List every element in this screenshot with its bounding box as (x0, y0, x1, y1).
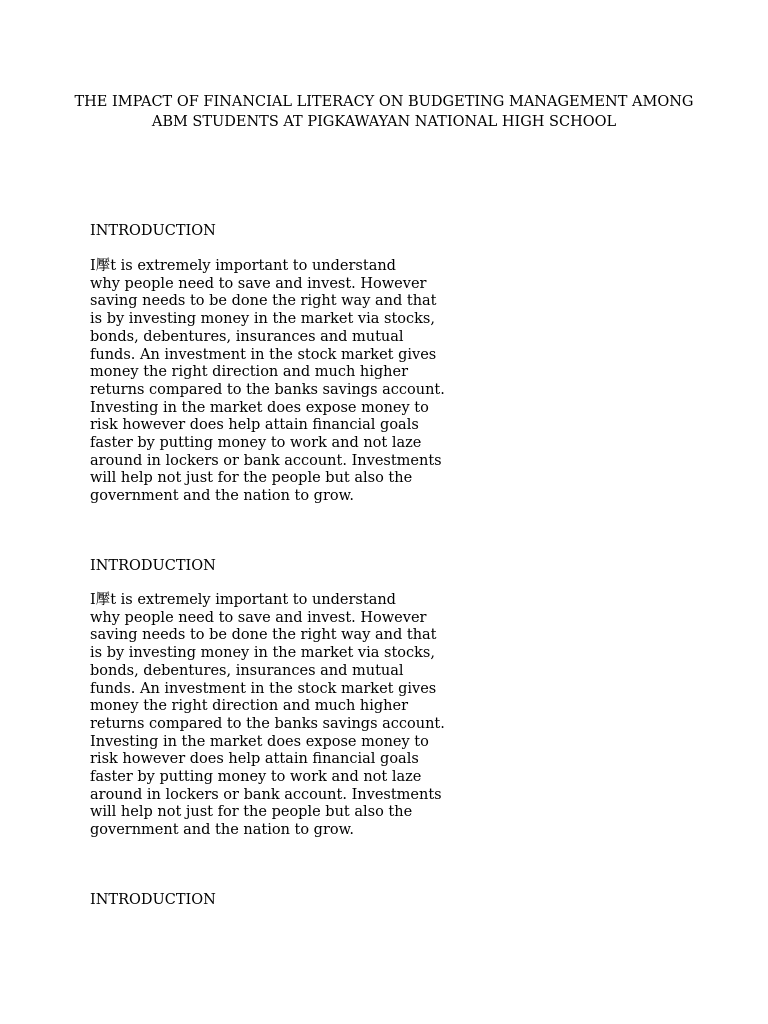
title-line-1: THE IMPACT OF FINANCIAL LITERACY ON BUDGETING MANAGEMENT AMONG (74, 94, 694, 110)
body-line: funds. An investment in the stock market gives (90, 680, 437, 697)
body-line: bonds, debentures, insurances and mutual (90, 328, 404, 345)
body-line: will help not just for the people but also the (90, 470, 413, 487)
section-body-2 (90, 592, 445, 840)
body-line: risk however does help attain financial goals (90, 751, 419, 768)
body-line: I擪t is extremely important to understand (90, 258, 396, 274)
body-line: returns compared to the banks savings account. (90, 381, 445, 398)
section-heading-1: INTRODUCTION (90, 223, 216, 239)
body-line: around in lockers or bank account. Investments (90, 786, 442, 803)
body-line: saving needs to be done the right way and that (90, 627, 437, 644)
body-line: faster by putting money to work and not laze (90, 435, 422, 452)
body-line: money the right direction and much higher (90, 698, 409, 715)
body-line: bonds, debentures, insurances and mutual (90, 662, 404, 679)
body-line: Investing in the market does expose money to (90, 733, 429, 750)
body-line: government and the nation to grow. (90, 488, 354, 505)
body-line: government and the nation to grow. (90, 822, 354, 839)
body-line: money the right direction and much higher (90, 364, 409, 381)
body-line: risk however does help attain financial goals (90, 417, 419, 434)
section-body-1 (90, 258, 445, 506)
body-line: faster by putting money to work and not laze (90, 769, 422, 786)
body-line: Investing in the market does expose money to (90, 399, 429, 416)
section-heading-2: INTRODUCTION (90, 558, 216, 574)
body-line: is by investing money in the market via stocks, (90, 645, 435, 662)
document-title (60, 92, 708, 132)
body-line: why people need to save and invest. However (90, 275, 427, 292)
body-line: will help not just for the people but also the (90, 804, 413, 821)
body-line: why people need to save and invest. However (90, 609, 427, 626)
section-heading-3: INTRODUCTION (90, 892, 216, 908)
body-line: I擪t is extremely important to understand (90, 592, 396, 608)
body-line: returns compared to the banks savings account. (90, 715, 445, 732)
body-line: is by investing money in the market via stocks, (90, 311, 435, 328)
body-line: saving needs to be done the right way and that (90, 293, 437, 310)
body-line: funds. An investment in the stock market gives (90, 346, 437, 363)
body-line: around in lockers or bank account. Investments (90, 452, 442, 469)
title-line-2: ABM STUDENTS AT PIGKAWAYAN NATIONAL HIGH SCHOOL (151, 114, 617, 130)
